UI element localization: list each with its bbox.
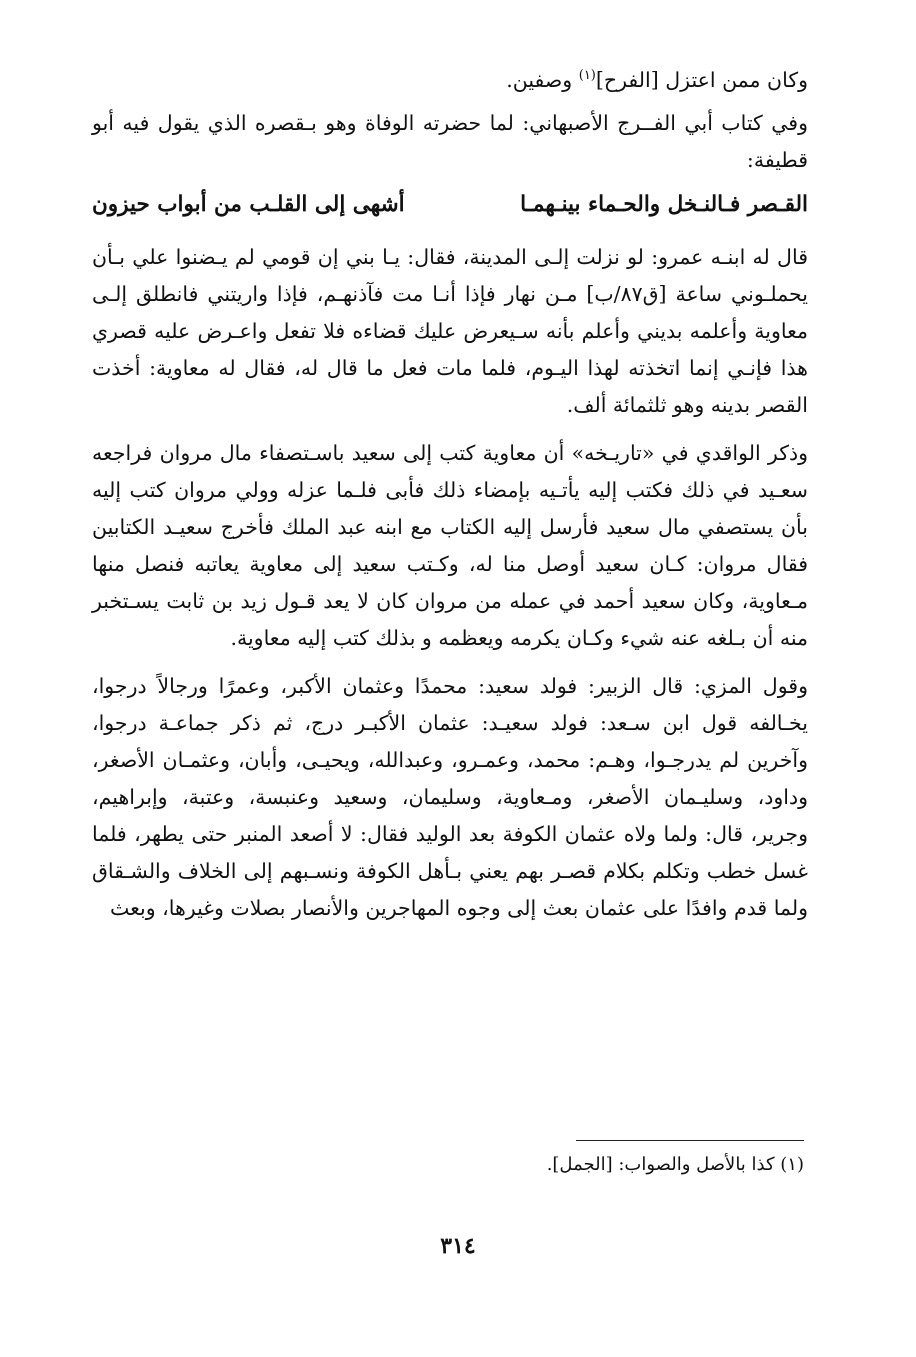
footnote-divider <box>576 1140 804 1141</box>
paragraph-isfahani: وفي كتاب أبي الفــرج الأصبهاني: لما حضرته الوفاة وهو بـقصره الذي يقول فيه أبو قطيفة: <box>92 111 808 172</box>
paragraph-mizzi: وقول المزي: قال الزبير: فولد سعيد: محمدًا وعثمان الأكبر، وعمرًا ورجالاً درجوا، يخـالفه قول ابن سـعد: فولد سعيـد: عثمان الأكبـر درج، ثم ذكر جماعـة درجوا، وآخرين لم يدرجـوا، وهـم: محمد، وعمـرو، وعبدالله، ويحيـى، وأبان، وعثمـان الأصغر، وداود، وسليـمان الأصغر، ومـعاوية، وسليمان، وسعيد وعنبسة، وعتبة، وإبراهيم، وجرير، قال: ولما ولاه عثمان الكوفة بعد الوليد فقال: لا أصعد المنبر حتى يطهر، فلما غسل خطب وتكلم بكلام قصـر بهم يعني بـأهل الكوفة ونسـبهم إلى الخلاف والشـقاق ولما قدم وافدًا على عثمان بعث إلى وجوه المهاجرين والأنصار بصلات وغيرها، وبعث <box>92 674 808 920</box>
paragraph-amr: قال له ابنـه عمرو: لو نزلت إلـى المدينة، فقال: يـا بني إن قومي لم يـضنوا علي بـأن يحملـوني ساعة [ق٨٧/ب] مـن نهار فإذا أنـا مت فآذنهـم، فإذا واريتني فانطلق إلـى معاوية وأعلمه بديني وأعلم بأنه سـيعرض عليك قضاءه فلا تفعل واعـرض عليه قصري هذا فإنـي إنما اتخذته لهذا اليـوم، فلما مات فعل ما قال له، فقال له معاوية: أخذت القصر بدينه وهو ثلثمائة ألف. <box>92 245 808 417</box>
opening-line <box>92 62 808 99</box>
page-number: ٣١٤ <box>440 1233 476 1259</box>
footnote-marker[interactable]: (١) <box>578 68 596 84</box>
page-body <box>92 62 808 938</box>
paragraph-waqidi: وذكر الواقدي في «تاريـخه» أن معاوية كتب إلى سعيد باسـتصفاء مال مروان فراجعه سعـيد في ذلك فكتب إليه يأتـيه بإمضاء ذلك فأبى فلـما عزله وولي مروان كتب إليه بأن يستصفي مال سعيد فأرسل إليه الكتاب مع ابنه عبد الملك فأخرج سعيـد الكتابين فقال مروان: كـان سعيد أوصل منا له، وكـتب سعيد إلى معاوية يعاتبه فنصل منها مـعاوية، وكان سعيد أحمد في عمله من مروان كان لا يعد قـول زيد بن ثابت يسـتخبر منه أن بـلغه عنه شيء وكـان يكرمه ويعظمه و بذلك كتب إليه معاوية. <box>92 441 808 650</box>
poem-verse <box>92 185 808 225</box>
verse-second-hemistich: أشهى إلى القلـب من أبواب حيزون <box>92 192 405 217</box>
verse-first-hemistich: القـصر فـالنـخل والحـماء بينـهمـا <box>520 192 808 217</box>
footnote: (١) كذا بالأصل والصواب: [الجمل]. <box>546 1154 804 1175</box>
opening-line-text: وكان ممن اعتزل [الفرح] <box>595 68 808 92</box>
opening-line-tail: وصفين. <box>506 68 579 92</box>
